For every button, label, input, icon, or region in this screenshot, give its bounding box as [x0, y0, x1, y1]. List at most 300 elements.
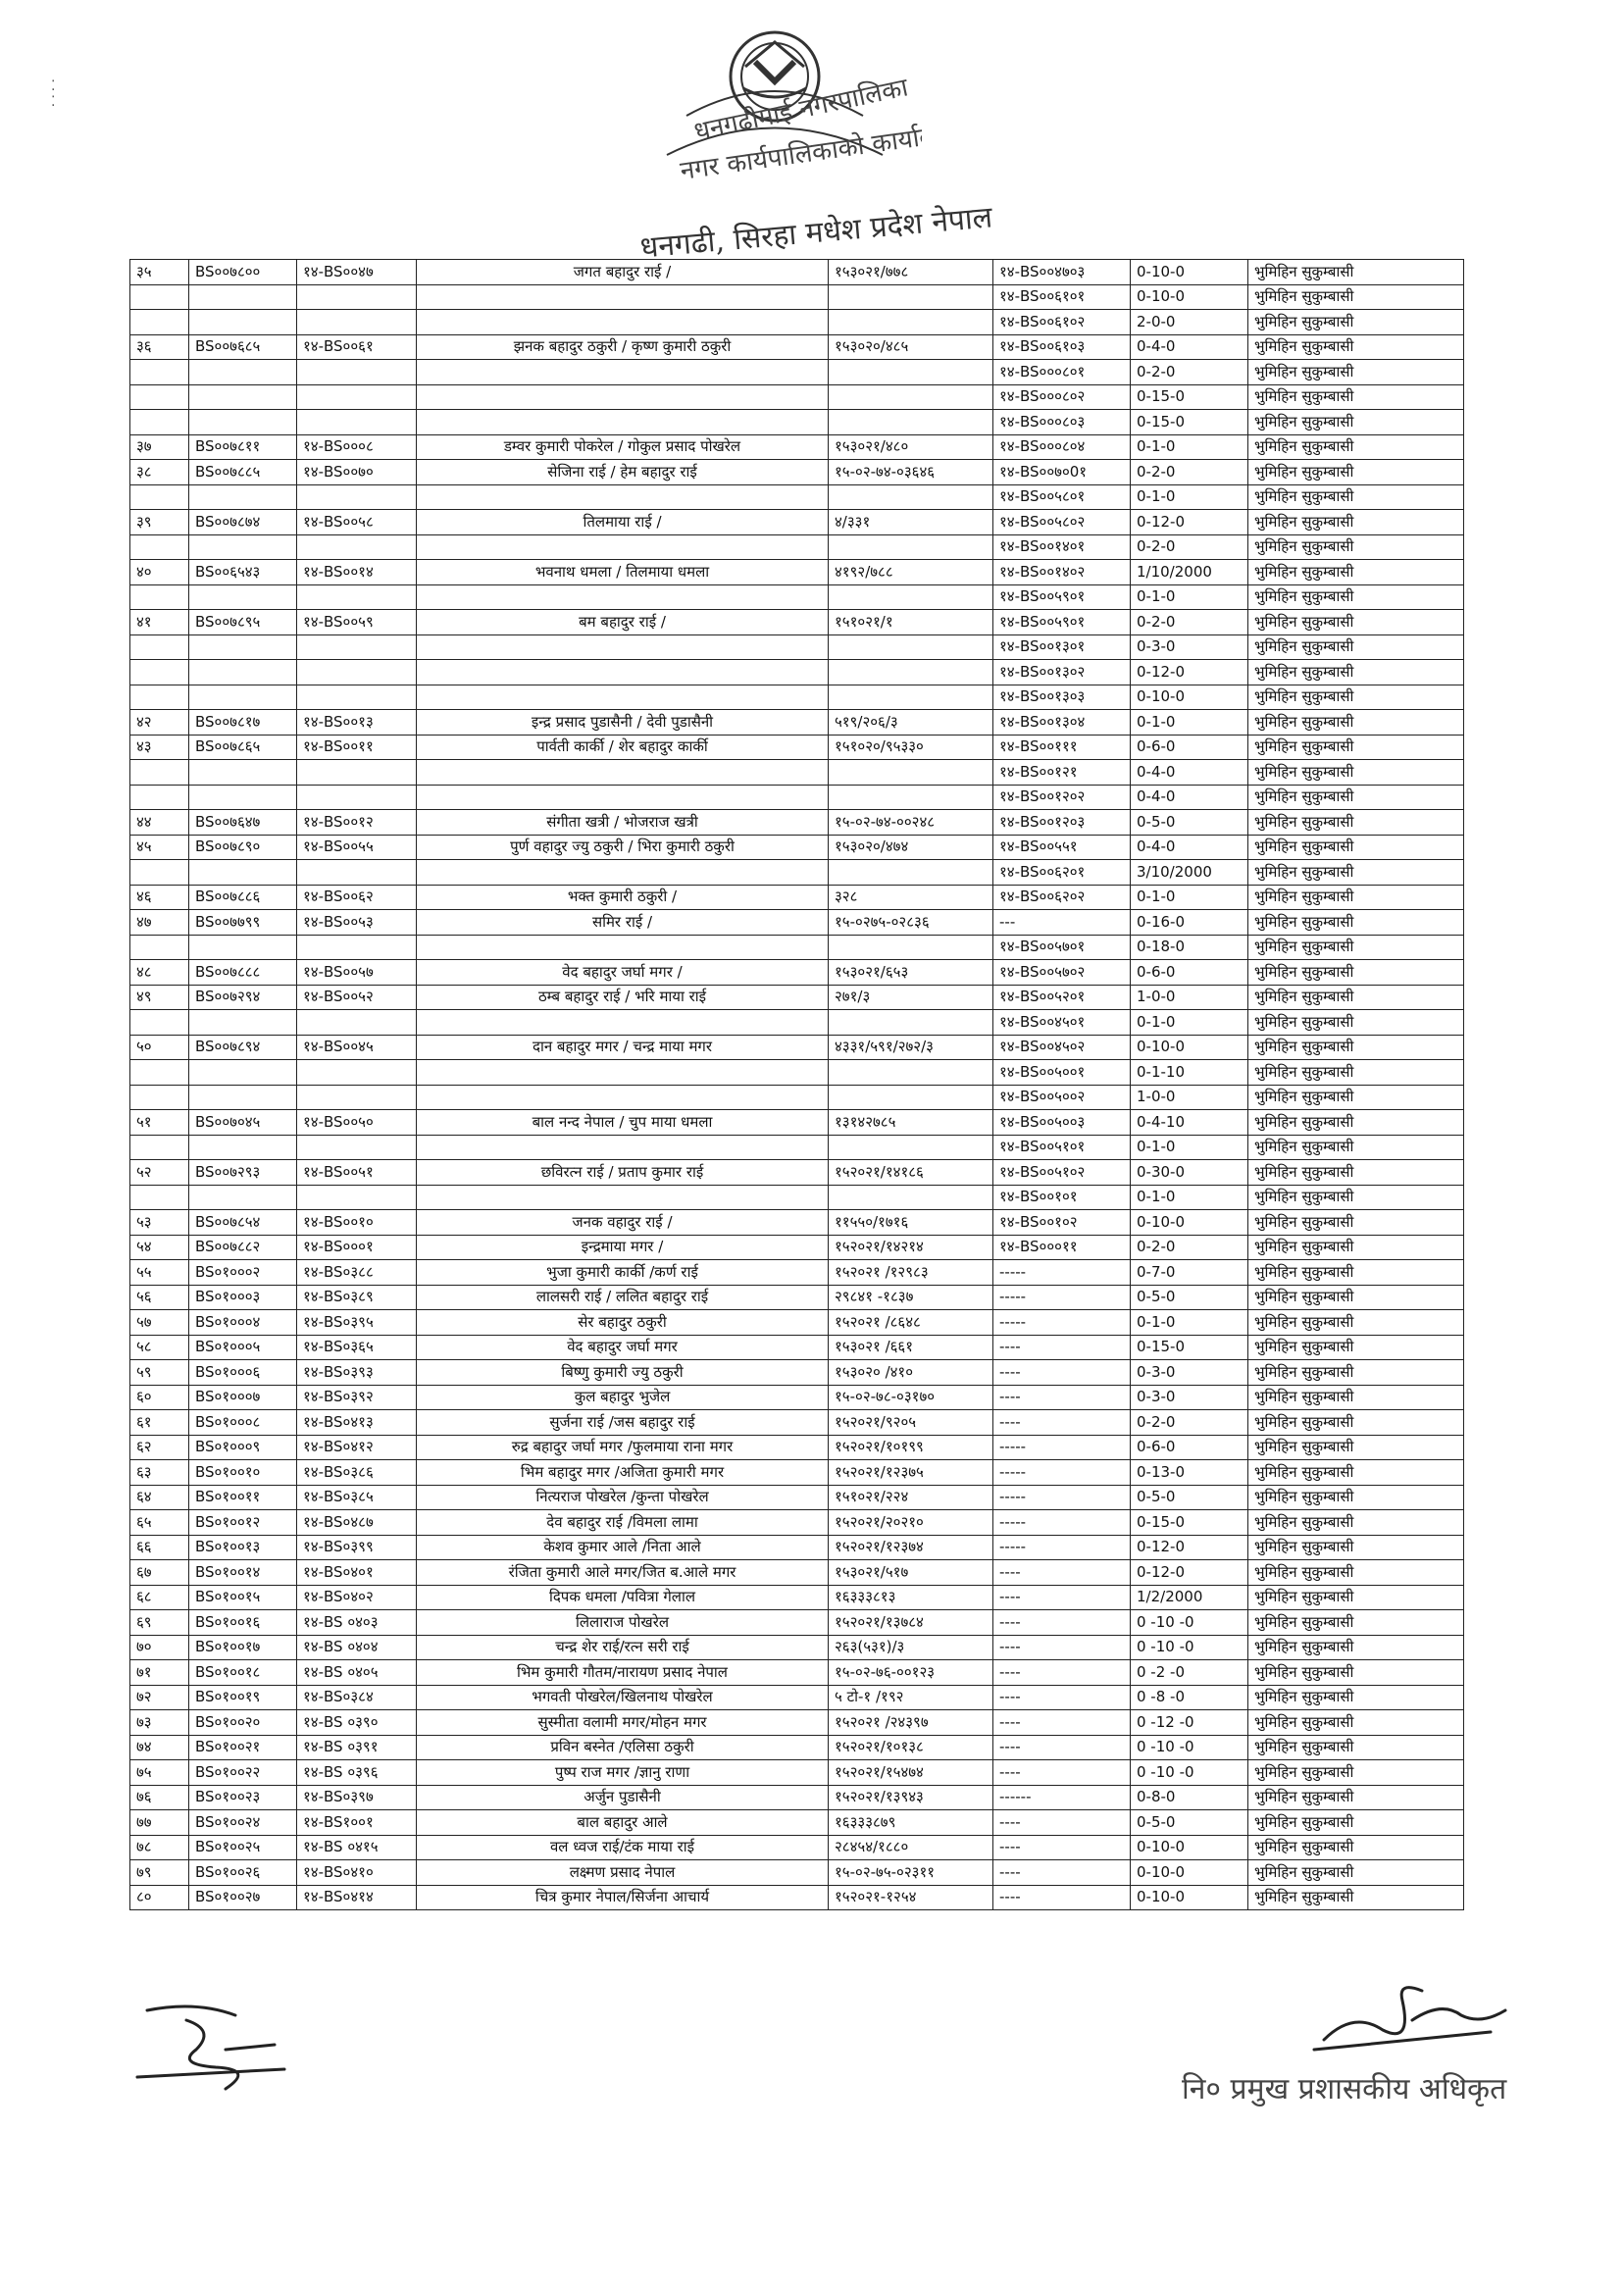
category-cell: भुमिहिन सुकुम्बासी	[1248, 1635, 1464, 1660]
category-cell: भुमिहिन सुकुम्बासी	[1248, 1160, 1464, 1186]
code-cell	[297, 1060, 417, 1086]
parcel-id-cell: ----	[993, 1635, 1131, 1660]
code-cell: १४-BS००५२	[297, 985, 417, 1010]
reference-cell: १५२०२१/१०१९९	[829, 1435, 993, 1460]
table-row	[130, 1710, 1464, 1736]
table-row	[130, 634, 1464, 660]
reference-cell: १५१०२१/२२४	[829, 1485, 993, 1510]
area-cell: 0 -8 -0	[1131, 1685, 1248, 1710]
code-cell: १४-BS०००१	[297, 1235, 417, 1260]
name-cell: झनक बहादुर ठकुरी / कृष्ण कुमारी ठकुरी	[417, 334, 829, 360]
table-row	[130, 1535, 1464, 1560]
parcel-id-cell: ----	[993, 1385, 1131, 1410]
area-cell: 1/10/2000	[1131, 560, 1248, 585]
parcel-id-cell: १४-BS००१४०१	[993, 534, 1131, 560]
area-cell: 0-10-0	[1131, 1035, 1248, 1060]
reference-cell: १५२०२१-१२५४	[829, 1885, 993, 1910]
code-cell	[297, 534, 417, 560]
code-cell: १४-BS ०३९६	[297, 1760, 417, 1786]
area-cell: 0-6-0	[1131, 960, 1248, 986]
serial-number-cell: ६४	[130, 1485, 189, 1510]
serial-number-cell: ४७	[130, 910, 189, 936]
table-row	[130, 1185, 1464, 1210]
name-cell: चित्र कुमार नेपाल/सिर्जना आचार्य	[417, 1885, 829, 1910]
area-cell: 0-15-0	[1131, 1510, 1248, 1536]
code-cell: १४-BS००१३	[297, 710, 417, 736]
code-cell: १४-BS१००१	[297, 1810, 417, 1836]
area-cell: 0-2-0	[1131, 460, 1248, 485]
reference-cell: ४/३३१	[829, 510, 993, 535]
parcel-id-cell: ----	[993, 1760, 1131, 1786]
parcel-id-cell: १४-BS००५१०२	[993, 1160, 1131, 1186]
category-cell: भुमिहिन सुकुम्बासी	[1248, 1360, 1464, 1386]
table-row	[130, 1285, 1464, 1310]
parcel-id-cell: १४-BS००१०२	[993, 1210, 1131, 1236]
area-cell: 0-1-0	[1131, 885, 1248, 910]
table-row	[130, 384, 1464, 410]
serial-number-cell	[130, 860, 189, 886]
serial-number-cell	[130, 284, 189, 310]
name-cell: बाल नन्द नेपाल / चुप माया धमला	[417, 1110, 829, 1136]
serial-number-cell	[130, 484, 189, 510]
area-cell: 0 -2 -0	[1131, 1660, 1248, 1686]
category-cell: भुमिहिन सुकुम्बासी	[1248, 1185, 1464, 1210]
parcel-id-cell: १४-BS००५००२	[993, 1085, 1131, 1110]
serial-number-cell: ७४	[130, 1735, 189, 1760]
table-row	[130, 1410, 1464, 1436]
svg-text:नगर कार्यपालिकाको कार्यालय: नगर कार्यपालिकाको कार्यालय	[678, 119, 922, 186]
table-row	[130, 1160, 1464, 1186]
table-row	[130, 1235, 1464, 1260]
code-cell: १४-BS००५९	[297, 610, 417, 635]
category-cell: भुमिहिन सुकुम्बासी	[1248, 1735, 1464, 1760]
reference-cell: १५२०२१/१२३७५	[829, 1460, 993, 1486]
category-cell: भुमिहिन सुकुम्बासी	[1248, 1010, 1464, 1036]
category-cell: भुमिहिन सुकुम्बासी	[1248, 885, 1464, 910]
code-cell: १४-BS००५८	[297, 510, 417, 535]
bs-number-cell: BS०१००२६	[189, 1860, 297, 1886]
category-cell: भुमिहिन सुकुम्बासी	[1248, 1410, 1464, 1436]
name-cell: वेद बहादुर जर्घा मगर	[417, 1335, 829, 1360]
serial-number-cell: ४६	[130, 885, 189, 910]
bs-number-cell: BS०१०००९	[189, 1435, 297, 1460]
bs-number-cell: BS००७८९५	[189, 610, 297, 635]
bs-number-cell	[189, 785, 297, 810]
category-cell: भुमिहिन सुकुम्बासी	[1248, 510, 1464, 535]
category-cell: भुमिहिन सुकुम्बासी	[1248, 484, 1464, 510]
bs-number-cell: BS००७८९०	[189, 835, 297, 860]
category-cell: भुमिहिन सुकुम्बासी	[1248, 534, 1464, 560]
category-cell: भुमिहिन सुकुम्बासी	[1248, 1560, 1464, 1586]
table-row	[130, 284, 1464, 310]
category-cell: भुमिहिन सुकुम्बासी	[1248, 735, 1464, 760]
name-cell: अर्जुन पुडासैनी	[417, 1785, 829, 1810]
code-cell: १४-BS०३८४	[297, 1685, 417, 1710]
code-cell: १४-BS ०४१५	[297, 1835, 417, 1860]
serial-number-cell	[130, 935, 189, 960]
area-cell: 0-1-0	[1131, 1010, 1248, 1036]
bs-number-cell: BS०१००२४	[189, 1810, 297, 1836]
parcel-id-cell: ----	[993, 1360, 1131, 1386]
area-cell: 0-2-0	[1131, 1410, 1248, 1436]
area-cell: 0-3-0	[1131, 1385, 1248, 1410]
parcel-id-cell: १४-BS००५२०१	[993, 985, 1131, 1010]
serial-number-cell: ७६	[130, 1785, 189, 1810]
area-cell: 0 -12 -0	[1131, 1710, 1248, 1736]
table-row	[130, 310, 1464, 335]
code-cell: १४-BS०४०१	[297, 1560, 417, 1586]
name-cell: सुस्मीता वलामी मगर/मोहन मगर	[417, 1710, 829, 1736]
code-cell	[297, 660, 417, 685]
bs-number-cell: BS००७८१७	[189, 710, 297, 736]
parcel-id-cell: १४-BS००१३०२	[993, 660, 1131, 685]
serial-number-cell: ६७	[130, 1560, 189, 1586]
bs-number-cell: BS०१००१०	[189, 1460, 297, 1486]
code-cell: १४-BS ०४०४	[297, 1635, 417, 1660]
parcel-id-cell: १४-BS००४७०३	[993, 260, 1131, 285]
category-cell: भुमिहिन सुकुम्बासी	[1248, 835, 1464, 860]
serial-number-cell: ४२	[130, 710, 189, 736]
category-cell: भुमिहिन सुकुम्बासी	[1248, 1710, 1464, 1736]
parcel-id-cell: -----	[993, 1460, 1131, 1486]
parcel-id-cell: ----	[993, 1585, 1131, 1610]
bs-number-cell: BS००७८७४	[189, 510, 297, 535]
parcel-id-cell: १४-BS००६२०२	[993, 885, 1131, 910]
bs-number-cell: BS००७८८५	[189, 460, 297, 485]
category-cell: भुमिहिन सुकुम्बासी	[1248, 810, 1464, 836]
table-row	[130, 1885, 1464, 1910]
parcel-id-cell: ----	[993, 1710, 1131, 1736]
code-cell: १४-BS०३८६	[297, 1460, 417, 1486]
reference-cell: १५२०२१/१३९४३	[829, 1785, 993, 1810]
bs-number-cell: BS००७०४५	[189, 1110, 297, 1136]
name-cell: भवनाथ धमला / तिलमाया धमला	[417, 560, 829, 585]
parcel-id-cell: १४-BS००५९०१	[993, 610, 1131, 635]
name-cell: दान बहादुर मगर / चन्द्र माया मगर	[417, 1035, 829, 1060]
bs-number-cell	[189, 860, 297, 886]
code-cell	[297, 760, 417, 786]
serial-number-cell: ५६	[130, 1285, 189, 1310]
table-row	[130, 1135, 1464, 1160]
name-cell: जनक वहादुर राई /	[417, 1210, 829, 1236]
name-cell: डम्वर कुमारी पोकरेल / गोकुल प्रसाद पोखरेल	[417, 434, 829, 460]
area-cell: 0-10-0	[1131, 1835, 1248, 1860]
reference-cell: १५१०२०/९५३३०	[829, 735, 993, 760]
serial-number-cell	[130, 634, 189, 660]
name-cell: तिलमाया राई /	[417, 510, 829, 535]
serial-number-cell: ७८	[130, 1835, 189, 1860]
table-body	[130, 260, 1464, 1910]
name-cell	[417, 534, 829, 560]
bs-number-cell: BS०१००१६	[189, 1610, 297, 1636]
name-cell	[417, 1060, 829, 1086]
serial-number-cell	[130, 660, 189, 685]
table-row	[130, 1010, 1464, 1036]
table-row	[130, 360, 1464, 385]
name-cell	[417, 584, 829, 610]
reference-cell	[829, 760, 993, 786]
code-cell: १४-BS०३६५	[297, 1335, 417, 1360]
reference-cell: १६३३३८१३	[829, 1585, 993, 1610]
name-cell: लिलाराज पोखरेल	[417, 1610, 829, 1636]
table-row	[130, 935, 1464, 960]
reference-cell	[829, 1010, 993, 1036]
category-cell: भुमिहिन सुकुम्बासी	[1248, 760, 1464, 786]
reference-cell	[829, 1085, 993, 1110]
category-cell: भुमिहिन सुकुम्बासी	[1248, 584, 1464, 610]
area-cell: 0-30-0	[1131, 1160, 1248, 1186]
category-cell: भुमिहिन सुकुम्बासी	[1248, 1610, 1464, 1636]
table-row	[130, 960, 1464, 986]
area-cell: 0-4-0	[1131, 760, 1248, 786]
bs-number-cell	[189, 534, 297, 560]
area-cell: 1/2/2000	[1131, 1585, 1248, 1610]
parcel-id-cell: १४-BS०००८०१	[993, 360, 1131, 385]
parcel-id-cell: ----	[993, 1860, 1131, 1886]
reference-cell	[829, 584, 993, 610]
serial-number-cell: ५०	[130, 1035, 189, 1060]
parcel-id-cell: १४-BS००४५०१	[993, 1010, 1131, 1036]
table-row	[130, 1385, 1464, 1410]
parcel-id-cell: १४-BS०००८०२	[993, 384, 1131, 410]
bs-number-cell: BS०१००१८	[189, 1660, 297, 1686]
area-cell: 0-1-10	[1131, 1060, 1248, 1086]
reference-cell: १५१०२१/१	[829, 610, 993, 635]
area-cell: 0-16-0	[1131, 910, 1248, 936]
bs-number-cell: BS०१००२३	[189, 1785, 297, 1810]
bs-number-cell: BS००७८५४	[189, 1210, 297, 1236]
parcel-id-cell: ---	[993, 910, 1131, 936]
category-cell: भुमिहिन सुकुम्बासी	[1248, 685, 1464, 710]
land-record-table	[129, 259, 1464, 1910]
table-row	[130, 1035, 1464, 1060]
table-row	[130, 1585, 1464, 1610]
serial-number-cell: ६०	[130, 1385, 189, 1410]
name-cell: वल ध्वज राई/टंक माया राई	[417, 1835, 829, 1860]
reference-cell: १५२०२१/९२०५	[829, 1410, 993, 1436]
serial-number-cell	[130, 1010, 189, 1036]
reference-cell: १५३०२१/६५३	[829, 960, 993, 986]
bs-number-cell	[189, 284, 297, 310]
table-row	[130, 1660, 1464, 1686]
category-cell: भुमिहिन सुकुम्बासी	[1248, 1760, 1464, 1786]
reference-cell: ४१९२/७८८	[829, 560, 993, 585]
parcel-id-cell: १४-BS००५७०१	[993, 935, 1131, 960]
area-cell: 0-2-0	[1131, 610, 1248, 635]
category-cell: भुमिहिन सुकुम्बासी	[1248, 360, 1464, 385]
name-cell: बाल बहादुर आले	[417, 1810, 829, 1836]
name-cell	[417, 760, 829, 786]
area-cell: 0-5-0	[1131, 1485, 1248, 1510]
serial-number-cell: ६६	[130, 1535, 189, 1560]
area-cell: 0-5-0	[1131, 1810, 1248, 1836]
serial-number-cell: ७२	[130, 1685, 189, 1710]
category-cell: भुमिहिन सुकुम्बासी	[1248, 384, 1464, 410]
parcel-id-cell: -----	[993, 1260, 1131, 1286]
table-row	[130, 1635, 1464, 1660]
bs-number-cell: BS०१०००५	[189, 1335, 297, 1360]
category-cell: भुमिहिन सुकुम्बासी	[1248, 1810, 1464, 1836]
bs-number-cell	[189, 685, 297, 710]
bs-number-cell: BS००७८११	[189, 434, 297, 460]
name-cell: पुष्प राज मगर /ज्ञानु राणा	[417, 1760, 829, 1786]
reference-cell	[829, 860, 993, 886]
reference-cell: १५३०२१/७७८	[829, 260, 993, 285]
table-row	[130, 1510, 1464, 1536]
name-cell	[417, 284, 829, 310]
serial-number-cell: ४४	[130, 810, 189, 836]
reference-cell	[829, 534, 993, 560]
category-cell: भुमिहिन सुकुम्बासी	[1248, 334, 1464, 360]
code-cell: १४-BS०३९३	[297, 1360, 417, 1386]
name-cell: लालसरी राई / ललित बहादुर राई	[417, 1285, 829, 1310]
serial-number-cell: ४९	[130, 985, 189, 1010]
table-row	[130, 1210, 1464, 1236]
code-cell: १४-BS०००८	[297, 434, 417, 460]
bs-number-cell: BS०१००११	[189, 1485, 297, 1510]
serial-number-cell	[130, 685, 189, 710]
category-cell: भुमिहिन सुकुम्बासी	[1248, 1435, 1464, 1460]
code-cell: १४-BS००१४	[297, 560, 417, 585]
table-row	[130, 685, 1464, 710]
area-cell: 0-3-0	[1131, 634, 1248, 660]
code-cell: १४-BS ०३९०	[297, 1710, 417, 1736]
parcel-id-cell: १४-BS००५७०२	[993, 960, 1131, 986]
table-row	[130, 1360, 1464, 1386]
reference-cell: १५३०२०/४७४	[829, 835, 993, 860]
bs-number-cell: BS०१००१३	[189, 1535, 297, 1560]
parcel-id-cell: १४-BS०००८०४	[993, 434, 1131, 460]
code-cell: १४-BS०४८७	[297, 1510, 417, 1536]
scan-specks: ⁚ ⁚	[51, 78, 56, 110]
table-row	[130, 1860, 1464, 1886]
area-cell: 0-1-0	[1131, 584, 1248, 610]
name-cell: जगत बहादुर राई /	[417, 260, 829, 285]
reference-cell: १५-०२-७८-०३१७०	[829, 1385, 993, 1410]
category-cell: भुमिहिन सुकुम्बासी	[1248, 1460, 1464, 1486]
category-cell: भुमिहिन सुकुम्बासी	[1248, 1135, 1464, 1160]
category-cell: भुमिहिन सुकुम्बासी	[1248, 1210, 1464, 1236]
code-cell: १४-BS००१०	[297, 1210, 417, 1236]
code-cell: १४-BS०३९७	[297, 1785, 417, 1810]
reference-cell: १५३०२०/४८५	[829, 334, 993, 360]
bs-number-cell: BS०१००१५	[189, 1585, 297, 1610]
name-cell: देव बहादुर राई /विमला लामा	[417, 1510, 829, 1536]
area-cell: 0-10-0	[1131, 1860, 1248, 1886]
name-cell: सेजिना राई / हेम बहादुर राई	[417, 460, 829, 485]
name-cell: लक्ष्मण प्रसाद नेपाल	[417, 1860, 829, 1886]
bs-number-cell	[189, 1085, 297, 1110]
parcel-id-cell: ----	[993, 1335, 1131, 1360]
serial-number-cell	[130, 785, 189, 810]
name-cell: सुर्जना राई /जस बहादुर राई	[417, 1410, 829, 1436]
name-cell	[417, 685, 829, 710]
category-cell: भुमिहिन सुकुम्बासी	[1248, 710, 1464, 736]
code-cell	[297, 284, 417, 310]
bs-number-cell: BS०१००२२	[189, 1760, 297, 1786]
parcel-id-cell: १४-BS०००८०३	[993, 410, 1131, 435]
area-cell: 0-15-0	[1131, 410, 1248, 435]
code-cell: १४-BS०३९५	[297, 1310, 417, 1336]
category-cell: भुमिहिन सुकुम्बासी	[1248, 860, 1464, 886]
area-cell: 0-1-0	[1131, 1310, 1248, 1336]
bs-number-cell	[189, 935, 297, 960]
reference-cell: १५२०२१ /२४३९७	[829, 1710, 993, 1736]
reference-cell: १५२०२१ /८६४८	[829, 1310, 993, 1336]
name-cell	[417, 384, 829, 410]
bs-number-cell: BS०१००१२	[189, 1510, 297, 1536]
serial-number-cell: ७९	[130, 1860, 189, 1886]
table-row	[130, 910, 1464, 936]
bs-number-cell: BS००७८९४	[189, 1035, 297, 1060]
parcel-id-cell: १४-BS००१३०४	[993, 710, 1131, 736]
category-cell: भुमिहिन सुकुम्बासी	[1248, 1285, 1464, 1310]
serial-number-cell: ३७	[130, 434, 189, 460]
signature-right	[1294, 1971, 1520, 2059]
code-cell	[297, 310, 417, 335]
category-cell: भुमिहिन सुकुम्बासी	[1248, 1685, 1464, 1710]
reference-cell: १५२०२१ /१२९८३	[829, 1260, 993, 1286]
bs-number-cell: BS०१००१७	[189, 1635, 297, 1660]
serial-number-cell: ६८	[130, 1585, 189, 1610]
reference-cell: २९८४१ -१८३७	[829, 1285, 993, 1310]
parcel-id-cell: १४-BS००५१०१	[993, 1135, 1131, 1160]
table-row	[130, 1560, 1464, 1586]
table-row	[130, 560, 1464, 585]
code-cell	[297, 584, 417, 610]
table-row	[130, 334, 1464, 360]
name-cell: भक्त कुमारी ठकुरी /	[417, 885, 829, 910]
code-cell	[297, 860, 417, 886]
reference-cell: १५२०२१/१३७८४	[829, 1610, 993, 1636]
bs-number-cell: BS०१०००८	[189, 1410, 297, 1436]
reference-cell	[829, 284, 993, 310]
serial-number-cell: ४०	[130, 560, 189, 585]
serial-number-cell: ३६	[130, 334, 189, 360]
area-cell: 0-1-0	[1131, 434, 1248, 460]
serial-number-cell	[130, 384, 189, 410]
bs-number-cell: BS००७६४७	[189, 810, 297, 836]
serial-number-cell: ४१	[130, 610, 189, 635]
area-cell: 0-10-0	[1131, 1210, 1248, 1236]
category-cell: भुमिहिन सुकुम्बासी	[1248, 960, 1464, 986]
area-cell: 0-1-0	[1131, 1135, 1248, 1160]
reference-cell: १५-०२-७४-०३६४६	[829, 460, 993, 485]
name-cell	[417, 360, 829, 385]
code-cell	[297, 1085, 417, 1110]
reference-cell: १५२०२१/१४१८६	[829, 1160, 993, 1186]
area-cell: 0-5-0	[1131, 810, 1248, 836]
parcel-id-cell: १४-BS००१११	[993, 735, 1131, 760]
table-row	[130, 1060, 1464, 1086]
area-cell: 0-1-0	[1131, 1185, 1248, 1210]
serial-number-cell: ४८	[130, 960, 189, 986]
table-row	[130, 1685, 1464, 1710]
serial-number-cell: ५२	[130, 1160, 189, 1186]
parcel-id-cell: १४-BS००१२०३	[993, 810, 1131, 836]
area-cell: 0-6-0	[1131, 1435, 1248, 1460]
area-cell: 3/10/2000	[1131, 860, 1248, 886]
code-cell: १४-BS००५१	[297, 1160, 417, 1186]
name-cell: चन्द्र शेर राई/रत्न सरी राई	[417, 1635, 829, 1660]
bs-number-cell: BS०१००२०	[189, 1710, 297, 1736]
name-cell: रुद्र बहादुर जर्घा मगर /फुलमाया राना मगर	[417, 1435, 829, 1460]
area-cell: 0 -10 -0	[1131, 1735, 1248, 1760]
area-cell: 0-18-0	[1131, 935, 1248, 960]
area-cell: 1-0-0	[1131, 1085, 1248, 1110]
bs-number-cell: BS०१००१९	[189, 1685, 297, 1710]
code-cell: १४-BS०४१३	[297, 1410, 417, 1436]
